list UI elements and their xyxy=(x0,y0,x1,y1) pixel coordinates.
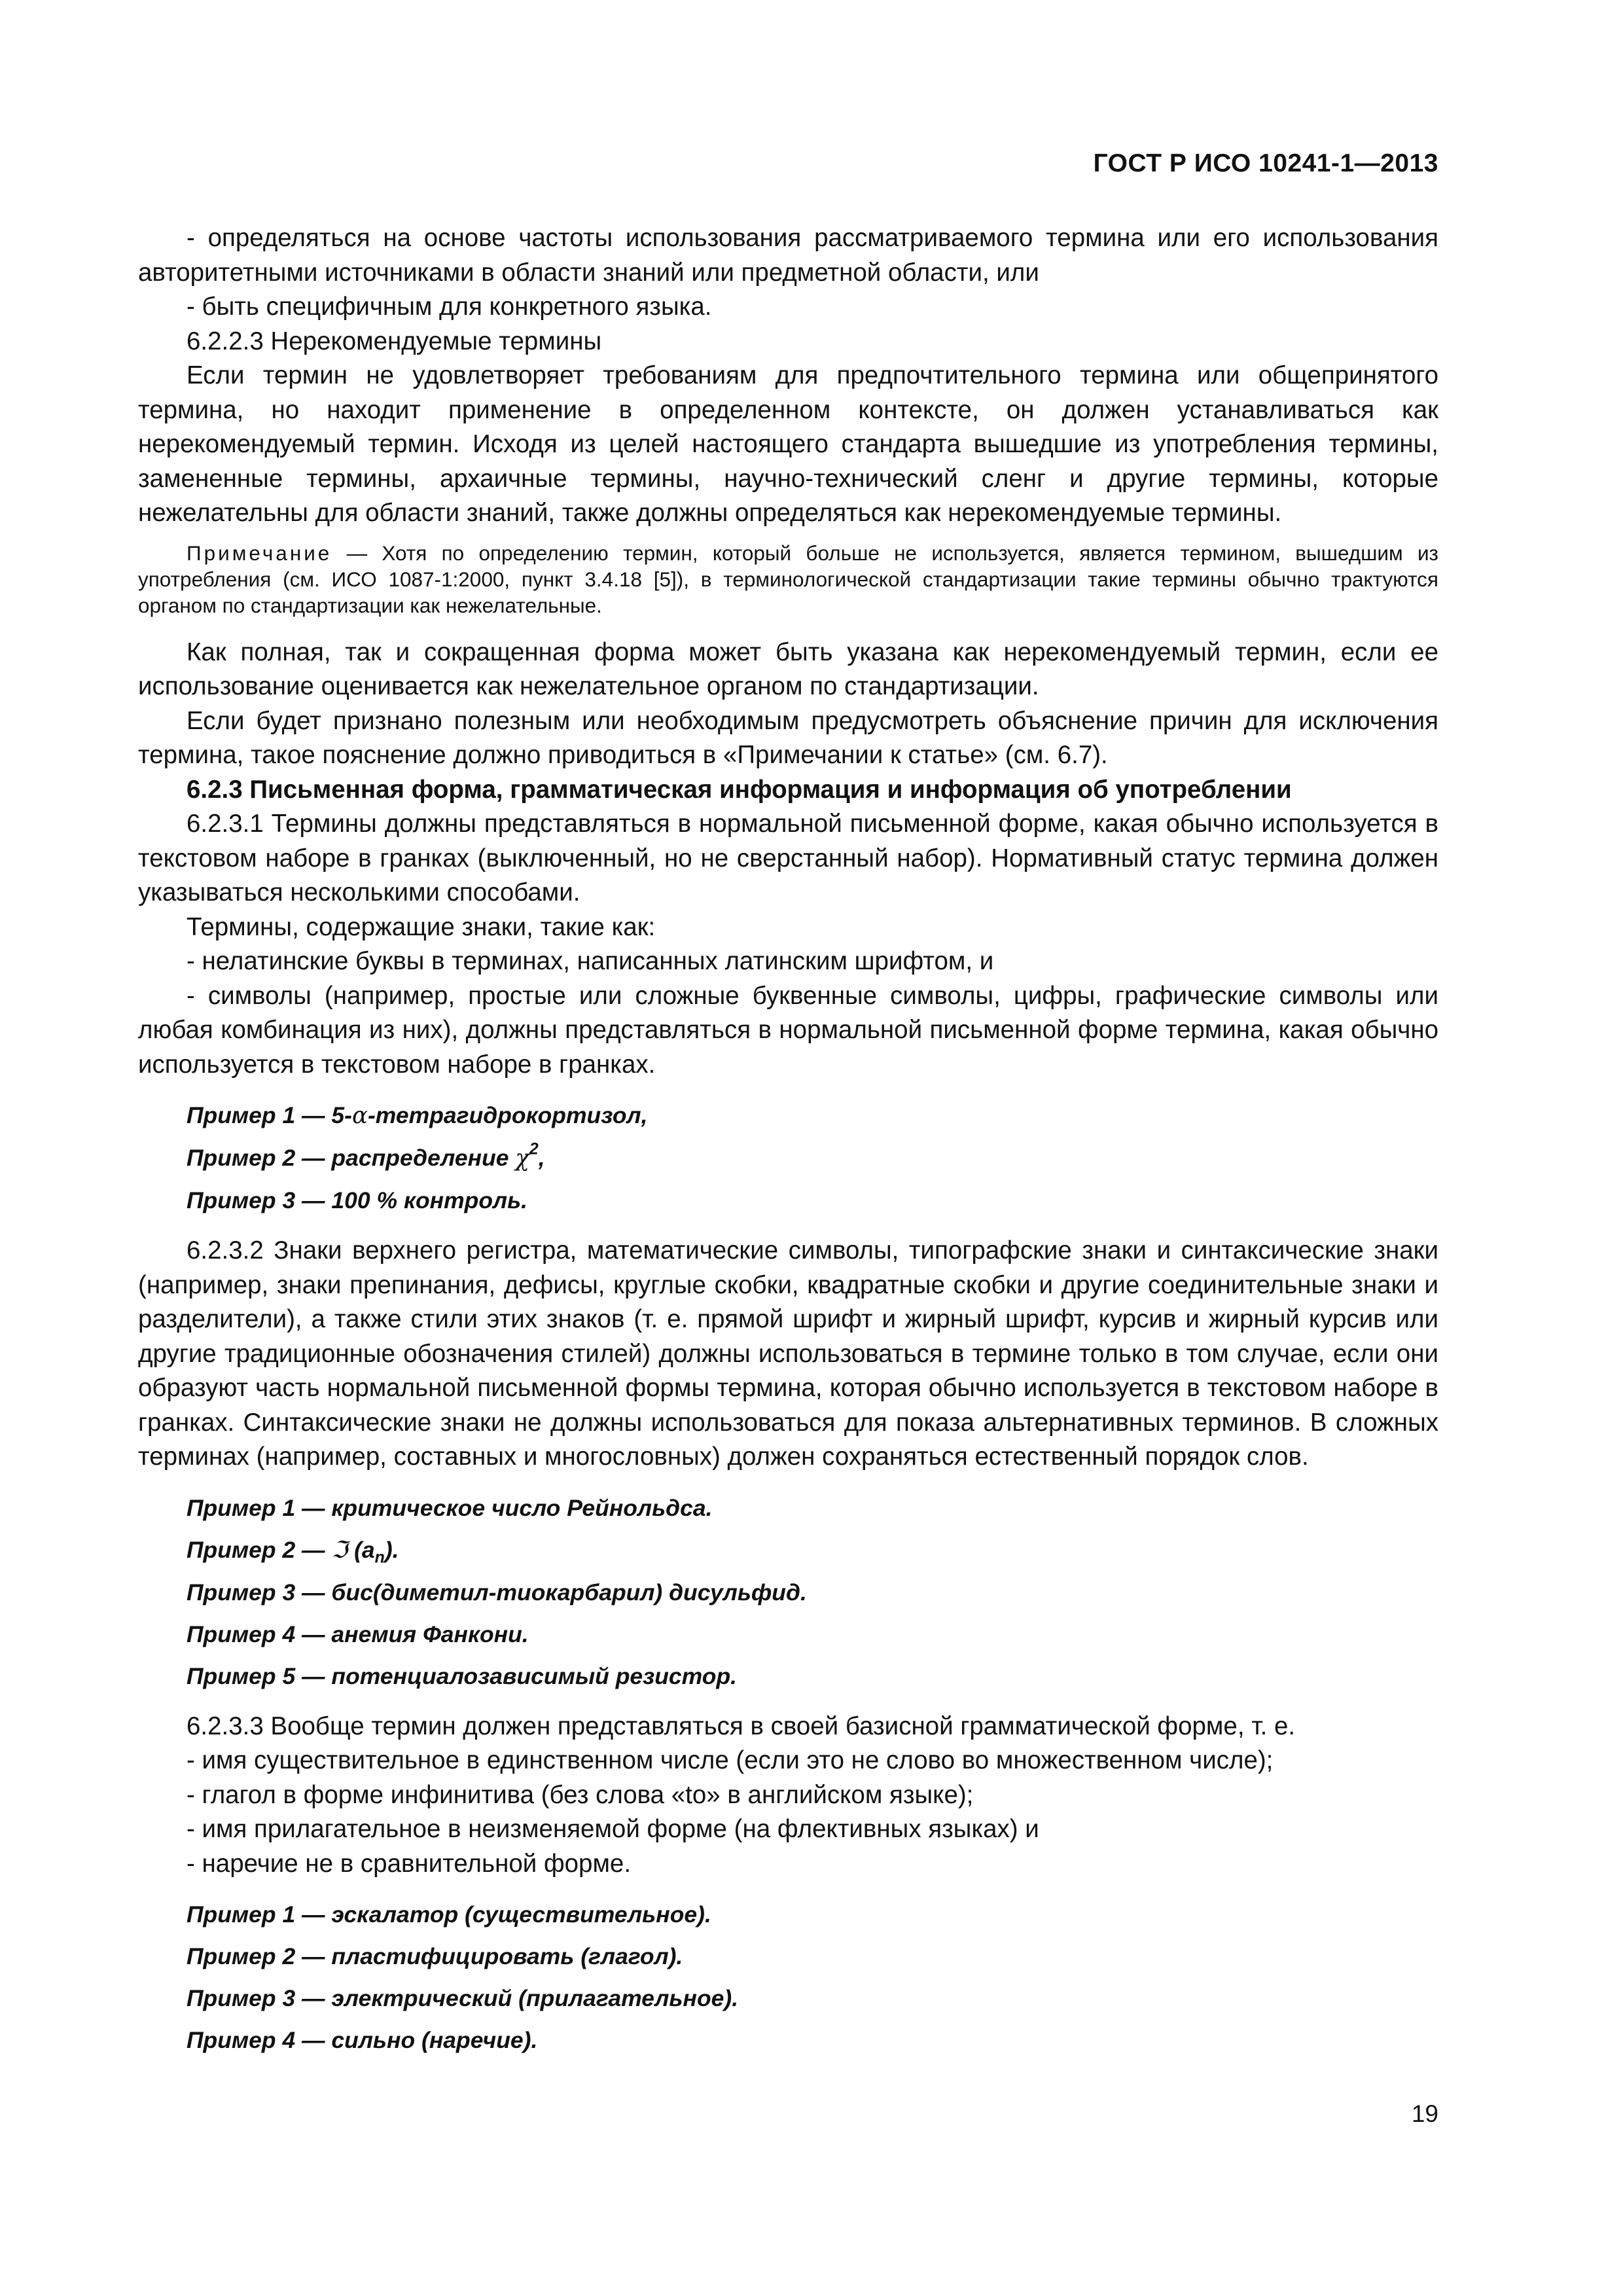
note-text: — Хотя по определению термин, который больше не используется, является термином, вышедшим из употребления (см. ИСО 1087-1:2000, пункт 3.4.18 [5]), в терминологической стандартизации такие термины обычно трактуются органом по стандартизации как нежелательные. xyxy=(138,541,1438,617)
fraktur-i-symbol: ℑ xyxy=(331,1536,348,1564)
paragraph: 6.2.3.3 Вообще термин должен представляться в своей базисной грамматической форме, т. е. xyxy=(187,1712,1296,1740)
list-item: - наречие не в сравнительной форме. xyxy=(187,1849,632,1878)
example: Пример 1 — критическое число Рейнольдса. xyxy=(187,1494,713,1521)
superscript: 2 xyxy=(529,1140,539,1158)
subscript: n xyxy=(374,1548,385,1566)
paragraph: 6.2.3.1 Термины должны представляться в нормальной письменной форме, какая обычно используется в текстовом наборе в гранках (выключенный, но не сверстанный набор). Нормативный статус термина должен указываться несколькими способами. xyxy=(138,810,1438,906)
example-text: Пример 1 — 5- xyxy=(187,1102,352,1128)
list-item: - имя существительное в единственном числе (если это не слово во множественном числе); xyxy=(187,1746,1274,1774)
list-item: - быть специфичным для конкретного языка. xyxy=(187,293,712,321)
example: Пример 4 — анемия Фанкони. xyxy=(187,1621,529,1647)
paragraph: 6.2.3.2 Знаки верхнего регистра, математические символы, типографские знаки и синтаксические знаки (например, знаки препинания, дефисы, круглые скобки, квадратные скобки и другие соединительные знаки и разделители), а также стили этих знаков (т. е. прямой шрифт и жирный шрифт, курсив и жирный курсив или другие традиционные обозначения стилей) должны использоваться в термине только в том случае, если они образуют часть нормальной письменной формы термина, которая обычно используется в текстовом наборе в гранках. Синтаксические знаки не должны использоваться для показа альтернативных терминов. В сложных терминах (например, составных и многословных) должен сохраняться естественный порядок слов. xyxy=(138,1236,1438,1471)
page-number: 19 xyxy=(1411,2100,1438,2127)
example xyxy=(138,1099,1438,1132)
section-heading-6-2-2-3: 6.2.2.3 Нерекомендуемые термины xyxy=(187,327,602,355)
example: Пример 1 — эскалатор (существительное). xyxy=(187,1901,711,1928)
list-item: - глагол в форме инфинитива (без слова «to» в английском языке); xyxy=(187,1780,974,1809)
alpha-symbol: α xyxy=(352,1102,368,1129)
example-text: (a xyxy=(348,1536,375,1563)
example: Пример 5 — потенциалозависимый резистор. xyxy=(187,1662,738,1689)
document-body xyxy=(138,221,1438,2066)
section-heading-6-2-3: 6.2.3 Письменная форма, грамматическая информация и информация об употреблении xyxy=(187,775,1292,804)
list-item: - имя прилагательное в неизменяемой форме (на флективных языках) и xyxy=(187,1815,1039,1843)
example: Пример 3 — электрический (прилагательное). xyxy=(187,1985,739,2011)
chi-symbol: χ xyxy=(515,1145,529,1172)
paragraph: Как полная, так и сокращенная форма может быть указана как нерекомендуемый термин, если ее использование оценивается как нежелательное органом по стандартизации. xyxy=(138,637,1438,700)
example: Пример 4 — сильно (наречие). xyxy=(187,2027,538,2053)
note xyxy=(138,540,1438,619)
list-item: - символы (например, простые или сложные буквенные символы, цифры, графические символы или любая комбинация из них), должны представляться в нормальной письменной форме термина, какая обычно используется в текстовом наборе в гранках. xyxy=(138,981,1438,1079)
list-item: - определяться на основе частоты использования рассматриваемого термина или его использования авторитетными источниками в области знаний или предметной области, или xyxy=(138,224,1438,287)
example: Пример 3 — 100 % контроль. xyxy=(187,1187,528,1213)
note-label: Примечание xyxy=(187,541,332,565)
list-item: - нелатинские буквы в терминах, написанных латинским шрифтом, и xyxy=(187,947,994,975)
example-text: , xyxy=(538,1145,545,1171)
example xyxy=(138,1534,1438,1567)
example-text: Пример 2 — распределение xyxy=(187,1145,516,1171)
example: Пример 2 — пластифицировать (глагол). xyxy=(187,1943,683,1969)
example-text: -тетрагидрокортизол, xyxy=(367,1102,648,1128)
example-text: Пример 2 — xyxy=(187,1536,332,1563)
example-text: ). xyxy=(384,1536,399,1563)
example xyxy=(138,1141,1438,1175)
document-header-id: ГОСТ Р ИСО 10241-1—2013 xyxy=(1093,149,1438,177)
paragraph: Если термин не удовлетворяет требованиям для предпочтительного термина или общепринятого термина, но находит применение в определенном контексте, он должен устанавливаться как нерекомендуемый термин. Исходя из целей настоящего стандарта вышедшие из употребления термины, замененные термины, архаичные термины, научно-технический сленг и другие термины, которые нежелательны для области знаний, также должны определяться как нерекомендуемые термины. xyxy=(138,361,1438,527)
paragraph: Если будет признано полезным или необходимым предусмотреть объяснение причин для исключения термина, такое пояснение должно приводиться в «Примечании к статье» (см. 6.7). xyxy=(138,706,1438,769)
paragraph: Термины, содержащие знаки, такие как: xyxy=(187,912,656,941)
example: Пример 3 — бис(диметил-тиокарбарил) дисульфид. xyxy=(187,1579,807,1605)
